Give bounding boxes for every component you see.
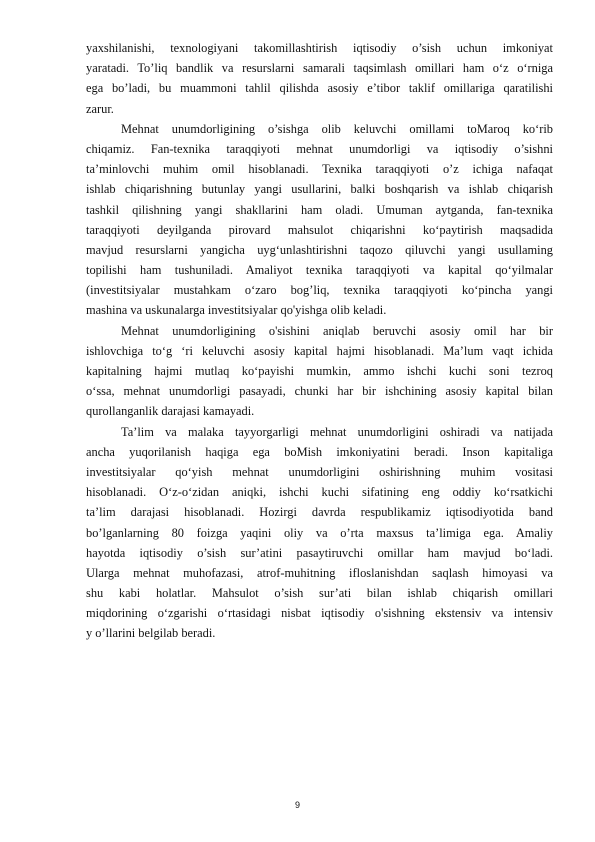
text-line: miqdorining o‘zgarishi o‘rtasidagi nisbat iqtisodiy o'sishning ekstensiv va intensiv: [86, 606, 553, 621]
body-text: [86, 38, 553, 644]
text-line: Mehnat unumdorligining o'sishini aniqlab beruvchi asosiy omil har bir: [121, 323, 553, 338]
text-line: y o’llarini belgilab beradi.: [86, 626, 216, 641]
text-line: ishlovchiga to‘g ‘ri keluvchi asosiy kapital hajmi hisoblanadi. Ma’lum vaqt ichida: [86, 343, 553, 358]
text-line: investitsiyalar qo‘yish mehnat unumdorligini oshirishning muhim vositasi: [86, 464, 553, 479]
text-line: qurollanganlik darajasi kamayadi.: [86, 404, 255, 419]
text-line: Ularga mehnat muhofazasi, atrof-muhitning ifloslanishdan saqlash himoyasi va: [86, 565, 553, 580]
text-line: hisoblanadi. O‘z-o‘zidan aniqki, ishchi kuchi sifatining eng oddiy ko‘rsatkichi: [86, 485, 553, 500]
text-line: ta’lim darajasi hisoblanadi. Hozirgi davrda respublikamiz iqtisodiyotida band: [86, 505, 553, 520]
text-line: mashina va uskunalarga investitsiyalar qo'yishga olib keladi.: [86, 303, 387, 318]
page-number: 9: [294, 800, 300, 810]
text-line: Ta’lim va malaka tayyorgarligi mehnat unumdorligini oshiradi va natijada: [121, 424, 553, 439]
text-line: topilishi ham tushuniladi. Amaliyot texnika taraqqiyoti va kapital qo‘yilmalar: [86, 263, 553, 278]
text-line: ta’minlovchi muhim omil hisoblanadi. Texnika taraqqiyoti o’z ichiga nafaqat: [86, 162, 553, 177]
text-line: ishlab chiqarishning butunlay yangi usullarini, balki boshqarish va ishlab chiqarish: [86, 182, 553, 197]
text-line: shu kabi holatlar. Mahsulot o’sish sur’ati bilan ishlab chiqarish omillari: [86, 586, 553, 601]
text-line: hayotda iqtisodiy o’sish sur’atini pasaytiruvchi omillar ham mavjud bo‘ladi.: [86, 545, 553, 560]
text-line: (investitsiyalar mustahkam o‘zaro bog’liq, texnika taraqqiyoti ko‘pincha yangi: [86, 283, 553, 298]
text-line: ega bo’ladi, bu muammoni tahlil qilishda asosiy e’tibor taklif omillariga qaratilishi: [86, 81, 553, 96]
text-line: bo’lganlarning 80 foizga yaqini oliy va o’rta maxsus ta’limiga ega. Amaliy: [86, 525, 553, 540]
text-line: mavjud resurslarni yangicha uyg‘unlashtirishni taqozo qiluvchi yangi usullaming: [86, 242, 553, 257]
text-line: chiqamiz. Fan-texnika taraqqiyoti mehnat unumdorligi va iqtisodiy o’sishni: [86, 141, 553, 156]
text-line: o‘ssa, mehnat unumdorligi pasayadi, chunki har bir ishchining asosiy kapital bilan: [86, 384, 553, 399]
text-line: tashkil qilishning yangi shakllarini ham oladi. Umuman aytganda, fan-texnika: [86, 202, 553, 217]
text-line: Mehnat unumdorligining o’sishga olib keluvchi omillami toMaroq ko‘rib: [121, 121, 553, 136]
text-line: zarur.: [86, 101, 114, 116]
text-line: kapitalning hajmi mutlaq ko‘payishi mumkin, ammo ishchi kuchi soni tezroq: [86, 364, 553, 378]
text-line: yaxshilanishi, texnologiyani takomillashtirish iqtisodiy o’sish uchun imkoniyat: [86, 41, 553, 55]
text-line: ancha yuqorilanish haqiga ega boMish imkoniyatini beradi. Inson kapitaliga: [86, 444, 553, 459]
text-line: yaratadi. To’liq bandlik va resurslarni samarali taqsimlash omillari ham o‘z o‘rniga: [86, 61, 553, 76]
text-line: taraqqiyoti deyilganda pirovard mahsulot chiqarishni ko‘paytirish maqsadida: [86, 222, 553, 237]
